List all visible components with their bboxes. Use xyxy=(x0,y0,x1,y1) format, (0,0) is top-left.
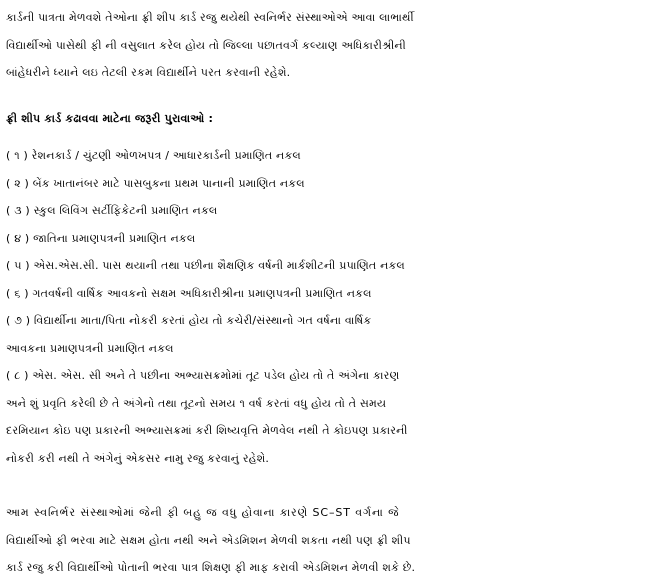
list-item xyxy=(6,142,646,170)
intro-line: વિદ્યાર્થીઓ પાસેથી ફી ની વસુલાત કરેલ હોય તો જિલ્લા પછાતવર્ગ કલ્યાણ અધિકારીશ્રીની xyxy=(6,38,406,52)
section-heading: ફ્રી શીપ કાર્ડ કઢાવવા માટેના જરૂરી પુરાવાઓ : xyxy=(6,111,214,125)
list-item xyxy=(6,362,646,472)
closing-line: કાર્ડ રજુ કરી વિદ્યાર્થીઓ પોતાની ભરવા પાત્ર શિક્ષણ ફી માફ કરાવી એડમિશન મેળવી શકે છે. xyxy=(6,561,416,574)
documents-list xyxy=(6,142,646,472)
list-item xyxy=(6,225,646,253)
list-item-line: ( ૭ ) વિદ્યાર્થીના માતા/પિતા નોકરી કરતાં હોય તો કચેરી/સંસ્થાનો ગત વર્ષના વાર્ષિક xyxy=(6,314,372,327)
list-item-line: ( ૧ ) રેશનકાર્ડ / ચુંટણી ઓળખપત્ર / આધારકાર્ડની પ્રમાણિત નકલ xyxy=(6,149,301,162)
closing-line: આમ સ્વનિર્ભર સંસ્થાઓમાં જેની ફી બહુ જ વધુ હોવાના કારણે SC–ST વર્ગના જે xyxy=(6,506,400,519)
list-item xyxy=(6,307,646,362)
list-item xyxy=(6,252,646,280)
list-item-line: ( ૬ ) ગતવર્ષની વાર્ષિક આવકનો સક્ષમ અધિકારીશ્રીના પ્રમાણપત્રની પ્રમાણિત નકલ xyxy=(6,286,372,300)
document-page xyxy=(6,4,646,582)
paragraph-spacer xyxy=(6,472,646,499)
list-item-line: ( ૫ ) એસ.એસ.સી. પાસ થયાની તથા પછીના શૈક્ષણિક વર્ષની માર્કશીટની પ્રપાણિત નકલ xyxy=(6,259,405,272)
list-item-line: દરમિયાન કોઇ પણ પ્રકારની અભ્યાસક્રમાં કરી શિષ્યવૃત્તિ મેળવેલ નથી તે કોઇપણ પ્રકારની xyxy=(6,424,408,437)
list-item xyxy=(6,170,646,198)
list-item-line: ( ૨ ) બેંક ખાતાનંબર માટે પાસબુકના પ્રથમ પાનાની પ્રમાણિત નકલ xyxy=(6,176,305,190)
list-item-line: નોકરી કરી નથી તે અંગેનું એકસર નામુ રજુ કરવાનું રહેશે. xyxy=(6,451,270,465)
closing-paragraph xyxy=(6,499,646,582)
list-item-line: ( ૩ ) સ્કુલ લિવિંગ સર્ટીફિકેટની પ્રમાણિત નકલ xyxy=(6,204,218,217)
list-item-line: ( ૮ ) એસ. એસ. સી અને તે પછીના અભ્યાસક્રમોમાં તૂટ પડેલ હોય તો તે અંગેના કારણ xyxy=(6,369,400,382)
intro-line: કાર્ડની પાત્રતા મેળવશે તેઓના ફ્રી શીપ કાર્ડ રજુ થયેથી સ્વનિર્ભર સંસ્થાઓએ આવા લાભાર્થી xyxy=(6,11,414,24)
intro-line: બાંહેધરીને ધ્યાને લઇ તેટલી રકમ વિદ્યાર્થીને પરત કરવાની રહેશે. xyxy=(6,66,291,79)
list-item xyxy=(6,280,646,308)
closing-line: વિદ્યાર્થીઓ ફી ભરવા માટે સક્ષમ હોતા નથી અને એડમિશન મેળવી શકતા નથી પણ ફ્રી શીપ xyxy=(6,533,411,547)
list-item-line: અને શું પ્રવૃતિ કરેલી છે તે અંગેનો તથા તૂટનો સમય ૧ વર્ષ કરતાં વધુ હોય તો તે સમય xyxy=(6,396,387,410)
list-item-line: ( ૪ ) જાતિના પ્રમાણપત્રની પ્રમાણિત નકલ xyxy=(6,231,196,245)
list-item-line: આવકના પ્રમાણપત્રની પ્રમાણિત નકલ xyxy=(6,341,174,355)
list-item xyxy=(6,197,646,225)
intro-paragraph xyxy=(6,4,646,87)
